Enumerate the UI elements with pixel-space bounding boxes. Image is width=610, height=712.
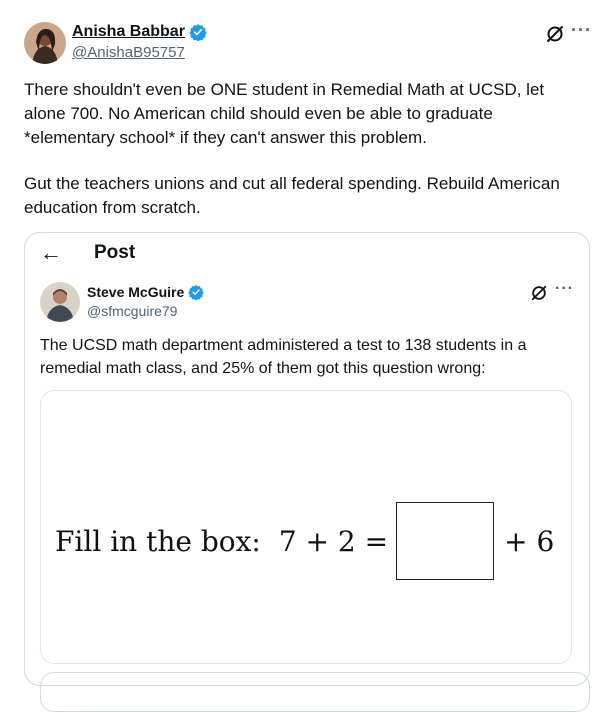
math-left-side: 7 + 2 = bbox=[278, 524, 389, 558]
quoted-post-text: The UCSD math department administered a test to 138 students in a remedial math class, and 25% of them got this question wrong: bbox=[40, 337, 531, 377]
quoted-author-name-row bbox=[87, 283, 204, 301]
author-display-name[interactable]: Anisha Babbar bbox=[72, 23, 185, 40]
more-icon[interactable]: ··· bbox=[571, 20, 592, 40]
math-problem-equation bbox=[55, 502, 554, 580]
verified-badge-icon bbox=[188, 284, 204, 300]
back-arrow-icon[interactable]: ← bbox=[40, 240, 62, 265]
author-avatar[interactable] bbox=[24, 22, 66, 64]
verified-badge-icon bbox=[189, 23, 207, 41]
more-icon[interactable]: ··· bbox=[555, 280, 574, 297]
next-post-card-edge bbox=[40, 672, 590, 712]
quoted-author-handle[interactable]: @sfmcguire79 bbox=[87, 303, 178, 319]
answer-box bbox=[396, 502, 494, 580]
grok-icon[interactable] bbox=[530, 284, 548, 302]
grok-icon[interactable] bbox=[545, 24, 565, 44]
math-prefix: Fill in the box: bbox=[55, 524, 261, 558]
math-right-side: + 6 bbox=[504, 524, 555, 558]
quoted-author-display-name[interactable]: Steve McGuire bbox=[87, 284, 185, 300]
tweet-paragraph-1: There shouldn't even be ONE student in Remedial Math at UCSD, let alone 700. No American child should even be able to graduate *elementary school* if they can't answer this problem. bbox=[24, 80, 549, 147]
quoted-author-avatar[interactable] bbox=[40, 282, 80, 322]
post-header-title: Post bbox=[94, 242, 136, 263]
author-name-row bbox=[72, 22, 207, 42]
tweet-paragraph-2: Gut the teachers unions and cut all federal spending. Rebuild American education from scratch. bbox=[24, 174, 565, 217]
author-handle[interactable]: @AnishaB95757 bbox=[72, 44, 185, 61]
